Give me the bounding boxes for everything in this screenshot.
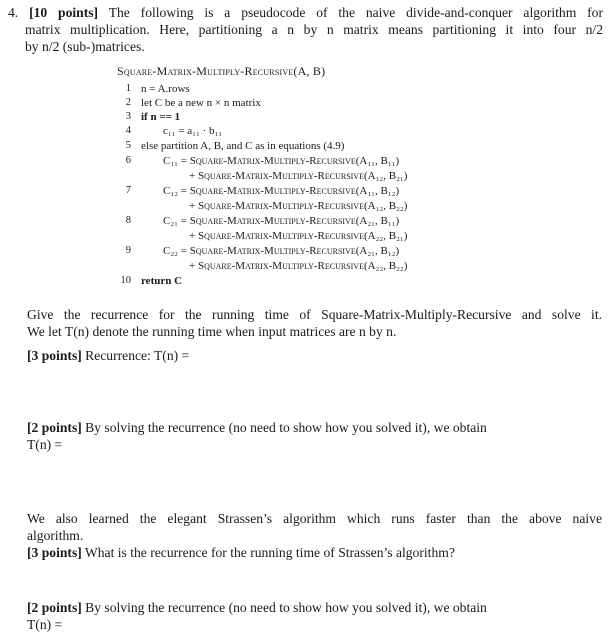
part2-prompt: [2 points] By solving the recurrence (no need to show how you solved it), we obtain T(n) = [27,419,602,453]
part3-text: We also learned the elegant Strassen’s algorithm which runs faster than the above naive algorithm. [3 points] What is the recurrence for the running time of Strassen’s algorithm? [27,511,602,560]
part1-prompt [27,347,602,364]
part4-points: [2 points] [27,600,82,615]
algorithm-title: Square-Matrix-Multiply-Recursive(A, B) [117,64,326,78]
part2-points: [2 points] [27,420,82,435]
part2-answer-label: T(n) = [27,437,63,452]
part4-prompt: [2 points] By solving the recurrence (no need to show how you solved it), we obtain T(n) = [27,599,602,633]
part1-recurrence-label: Recurrence: T(n) = [85,348,190,363]
question-intro-line-2: matrix multiplication. Here, partitioning a n by n matrix means partitioning it into four n/2 [25,22,603,37]
part4-answer-label: T(n) = [27,617,63,632]
question-intro-line-1: 4. [10 points] The following is a pseudocode of the naive divide-and-conquer algorithm for [8,5,603,20]
question-intro [8,4,603,55]
part1-points: [3 points] [27,348,82,363]
question-intro-line-3: by n/2 (sub-)matrices. [25,39,145,54]
question-number: 4. [8,5,19,20]
question-points: [10 points] [29,5,99,20]
part3-points: [3 points] [27,545,82,560]
part1-text: Give the recurrence for the running time of Square-Matrix-Multiply-Recursive and solve it. We let T(n) denote the running time when input matrices are n by n. [27,307,602,339]
